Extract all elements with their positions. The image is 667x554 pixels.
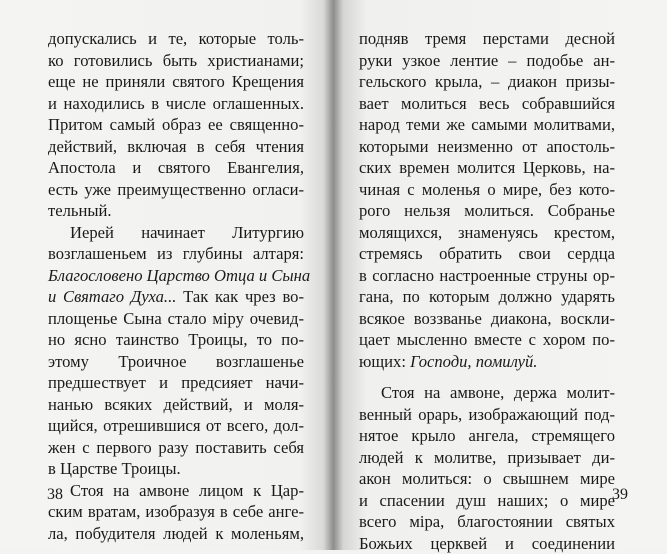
text-line: и находились в числе оглашенных. (48, 93, 304, 115)
liturgical-exclamation: и Святаго Духа... (48, 287, 176, 306)
text-line: предшествует и предсияет начи- (48, 372, 304, 394)
text-line: есть уже преимущественно огласи- (48, 179, 304, 201)
text-line: гана, по которым должно ударять (359, 286, 615, 308)
text-line: возглашеньем из глубины алтаря: (48, 243, 304, 265)
text-line: которыми неизменно от апостоль- (359, 136, 615, 158)
text-line: народ теми же самыми молитвами, (359, 114, 615, 136)
text-line: ла, побудителя людей к моленьям, (48, 523, 304, 545)
text-line: Стоя на амвоне, держа молит- (359, 382, 615, 404)
text-line: ко готовились быть христианами; (48, 50, 304, 72)
liturgical-response: Господи, помилуй. (410, 352, 537, 371)
page-number: 38 (47, 486, 63, 504)
text-line: стремясь обратить свои сердца (359, 243, 615, 265)
text-line: руки узкое лентие – подобье ан- (359, 50, 615, 72)
text-line: в согласно настроенные струны ор- (359, 265, 615, 287)
text-line: еще не приняли святого Крещения (48, 71, 304, 93)
text-line: подняв тремя перстами десной (359, 28, 615, 50)
right-page-text (359, 28, 615, 554)
text-line: Апостола и святого Евангелия, (48, 157, 304, 179)
text-line: акон молиться: о свышнем мире (359, 468, 615, 490)
text-line: жен с первого разу поставить себя (48, 437, 304, 459)
left-page (0, 0, 333, 550)
text-line (359, 351, 615, 373)
text-line: этому Троичное возглашенье (48, 351, 304, 373)
text-line: венный орарь, изображающий под- (359, 404, 615, 426)
text-line: цает мысленно вместе с хором по- (359, 329, 615, 351)
text-line: чиная с моленья о мире, без кото- (359, 179, 615, 201)
text-line: нанью всяких действий, и моля- (48, 394, 304, 416)
text-line: ским вратам, изобразуя в себе анге- (48, 501, 304, 523)
text-line: всего міра, благостоянии святых (359, 511, 615, 533)
text-line: ских времен молится Церковь, на- (359, 157, 615, 179)
text-line: но ясно таинство Троицы, то по- (48, 329, 304, 351)
text-line: площенье Сына стало міру очевид- (48, 308, 304, 330)
text-line: рого нельзя молиться. Собранье (359, 200, 615, 222)
page-number: 39 (612, 486, 628, 504)
text-line: Притом самый образ ее священно- (48, 114, 304, 136)
left-page-text (48, 28, 304, 544)
text-line: молящихся, знаменуясь крестом, (359, 222, 615, 244)
text-line: нятое крыло ангела, стремящего (359, 425, 615, 447)
text-line: тельный. (48, 200, 304, 222)
text-fragment: Так как чрез во- (176, 287, 304, 306)
text-line: Иерей начинает Литургию (48, 222, 304, 244)
text-line: в Царстве Троицы. (48, 458, 304, 480)
paragraph-gap (359, 372, 615, 382)
text-line: действий, включая в себя чтения (48, 136, 304, 158)
text-line: щийся, отрешившися от всего, дол- (48, 415, 304, 437)
text-line: гельского крыла, – диакон призы- (359, 71, 615, 93)
text-line: Стоя на амвоне лицом к Цар- (48, 480, 304, 502)
text-line: людей к молитве, призывает ди- (359, 447, 615, 469)
text-line (48, 286, 304, 308)
right-page (334, 0, 667, 550)
text-fragment: ющих: (359, 352, 410, 371)
text-line: всякое воззванье диакона, воскли- (359, 308, 615, 330)
text-line: Божьих церквей и соединении (359, 533, 615, 554)
text-line: Благословено Царство Отца и Сына (48, 265, 304, 287)
text-line: вает молиться весь собравшийся (359, 93, 615, 115)
text-line: и спасении душ наших; о мире (359, 490, 615, 512)
text-line: допускались и те, которые толь- (48, 28, 304, 50)
